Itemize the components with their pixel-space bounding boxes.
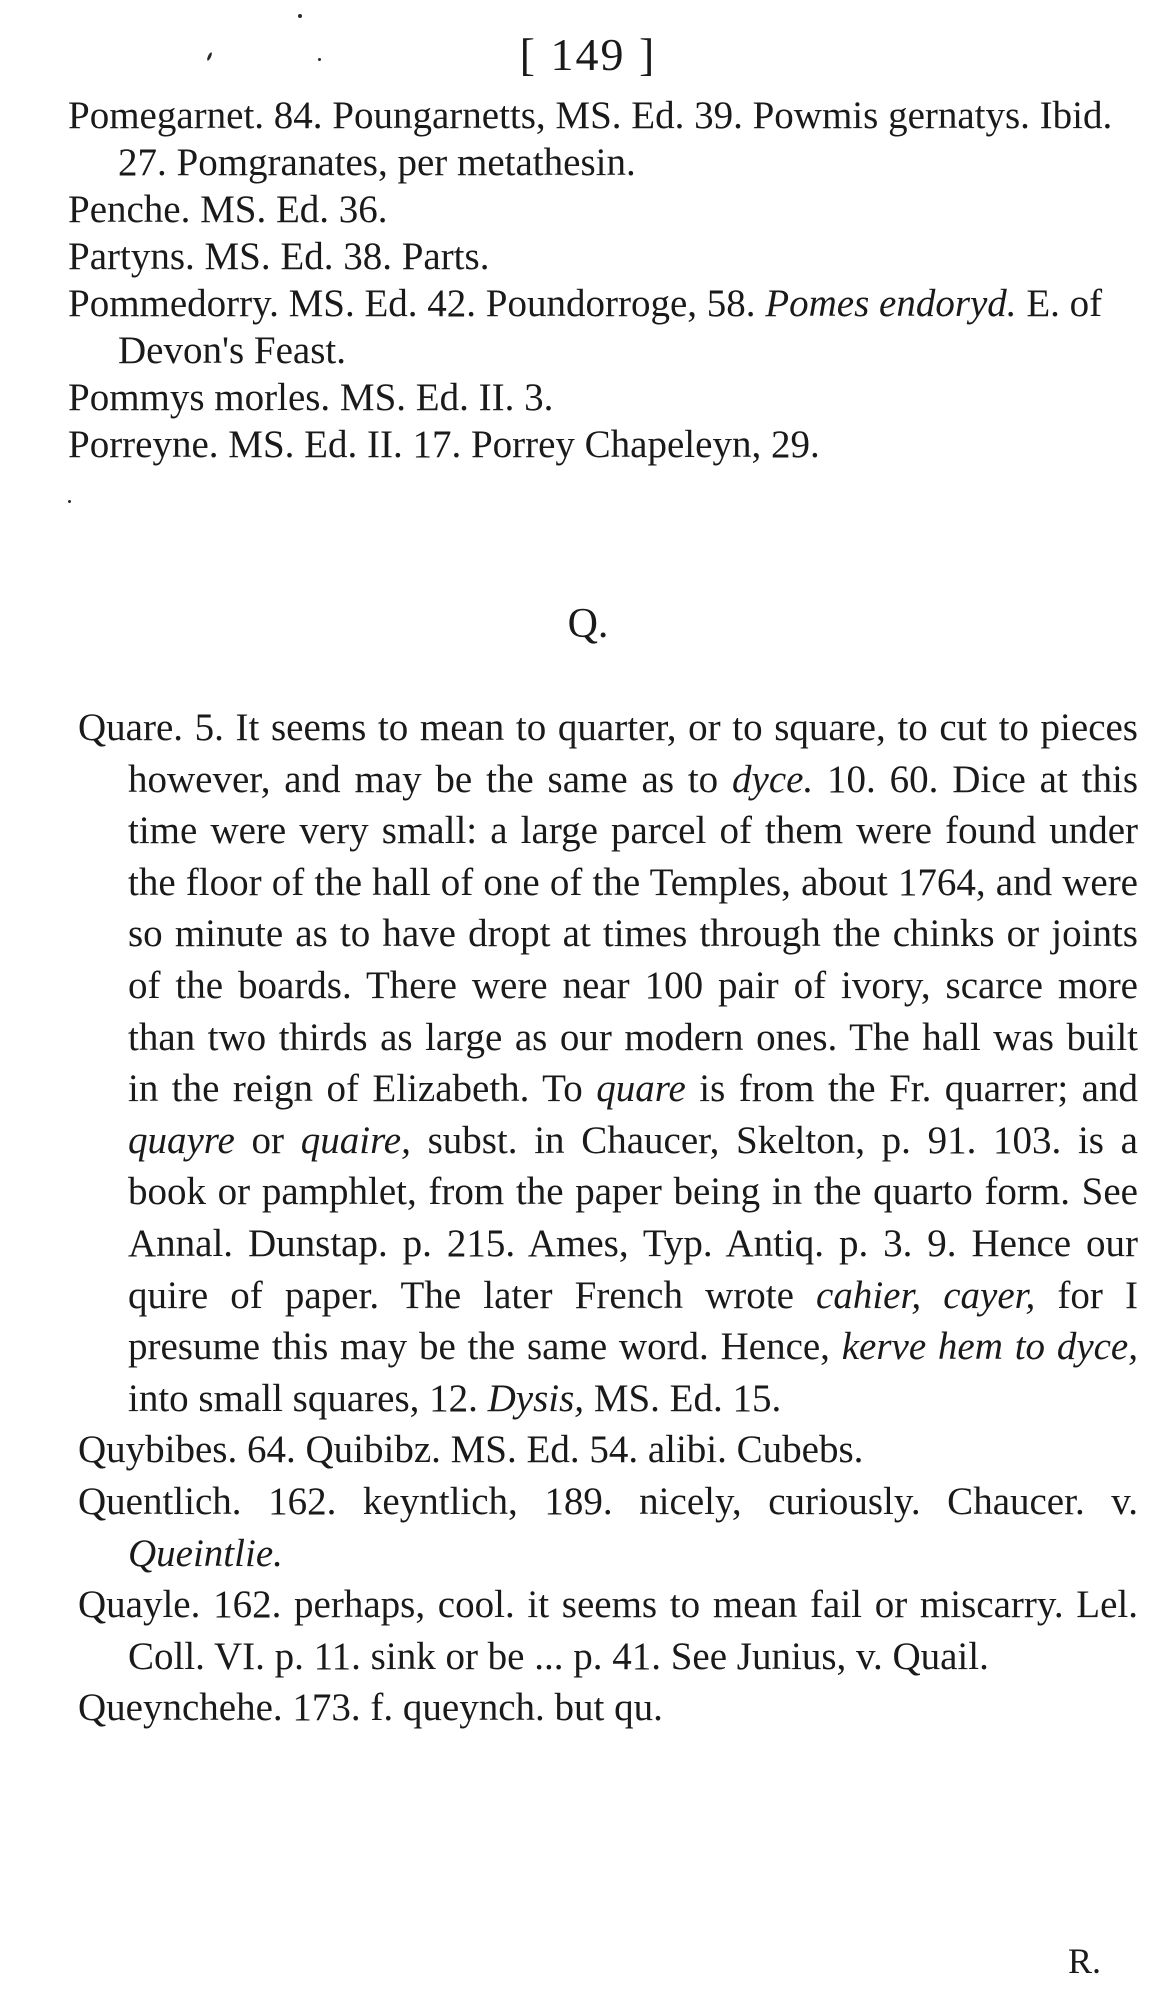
section-letter: Q.	[567, 601, 609, 647]
glossary-entry	[68, 374, 1128, 421]
entry-text: Porreyne. MS. Ed. II. 17. Porrey Chapeleyn, 29.	[68, 423, 820, 466]
ink-speck	[68, 500, 71, 503]
ink-speck	[318, 58, 321, 61]
italic-text: kerve hem to dyce,	[841, 1325, 1138, 1369]
entry-text: Quentlich. 162. keyntlich, 189. nicely, curiously. Chaucer. v.	[78, 1479, 1138, 1523]
entry-text: Partyns. MS. Ed. 38. Parts.	[68, 235, 490, 278]
entries-top	[68, 92, 1128, 468]
glossary-entry	[78, 702, 1138, 1424]
italic-text: quayre	[128, 1118, 235, 1162]
italic-text: quare	[596, 1067, 686, 1111]
entry-text: 10. 60. Dice at this time were very small: a large parcel of them were found under the floor of the hall of one of the Temples, about 1764, and were so minute as to have dropt at times through the chinks or joints of the boards. There were near 100 pair of ivory, scarce more than two thirds as large as our modern ones. The hall was built in the reign of Elizabeth. To	[128, 757, 1138, 1111]
entry-text: or	[234, 1118, 301, 1162]
entry-text: Pomegarnet. 84. Poungarnetts, MS. Ed. 39. Powmis gernatys. Ibid. 27. Pomgranates, per metathesin.	[68, 94, 1113, 184]
italic-text: Pomes endoryd.	[765, 282, 1017, 325]
italic-text: dyce.	[732, 757, 814, 801]
entry-text: Pommys morles. MS. Ed. II. 3.	[68, 376, 554, 419]
glossary-entry	[68, 421, 1128, 468]
page-number: [ 149 ]	[519, 29, 657, 80]
entry-text: Queynchehe. 173. f. queynch. but qu.	[78, 1686, 663, 1730]
italic-text: cahier, cayer,	[816, 1273, 1036, 1317]
entry-text: Quayle. 162. perhaps, cool. it seems to mean fail or miscarry. Lel. Coll. VI. p. 11. sink or be ... p. 41. See Junius, v. Quail.	[78, 1583, 1138, 1678]
entry-text: subst. in Chaucer, Skelton, p. 91. 103. is a book or pamphlet, from the paper being in the quarto form. See Annal. Dunstap. p. 215. Ames, Typ. Antiq. p. 3. 9. Hence our quire of paper. The later French wrote	[128, 1118, 1138, 1317]
entry-text: is from the Fr. quarrer; and	[685, 1067, 1138, 1111]
entry-text: Pommedorry. MS. Ed. 42. Poundorroge, 58.	[68, 282, 766, 325]
entry-text: MS. Ed. 15.	[584, 1376, 782, 1420]
entry-text: Quybibes. 64. Quibibz. MS. Ed. 54. alibi. Cubebs.	[78, 1428, 864, 1472]
glossary-entry	[78, 1579, 1138, 1682]
entry-text: into small squares, 12.	[128, 1376, 488, 1420]
italic-text: Queintlie.	[128, 1531, 283, 1575]
italic-text: quaire,	[300, 1118, 411, 1162]
glossary-entry	[78, 1424, 1138, 1476]
entry-text: for I presume this may be the same word. Hence,	[128, 1273, 1138, 1369]
entry-text: Quare. 5. It seems to mean to quarter, or to square, to cut to pieces however, and may be the same as to	[78, 706, 1138, 801]
entry-text: Penche. MS. Ed. 36.	[68, 188, 388, 231]
glossary-entry	[68, 233, 1128, 280]
ink-speck	[298, 14, 302, 18]
catchword: R.	[1068, 1941, 1102, 1981]
entry-text: E. of Devon's Feast.	[118, 282, 1103, 372]
italic-text: Dysis,	[487, 1376, 585, 1420]
glossary-entry	[68, 92, 1128, 186]
glossary-entry	[68, 186, 1128, 233]
entries-bottom	[78, 702, 1138, 1734]
glossary-entry	[78, 1476, 1138, 1579]
glossary-entry	[78, 1682, 1138, 1734]
glossary-entry	[68, 280, 1128, 374]
